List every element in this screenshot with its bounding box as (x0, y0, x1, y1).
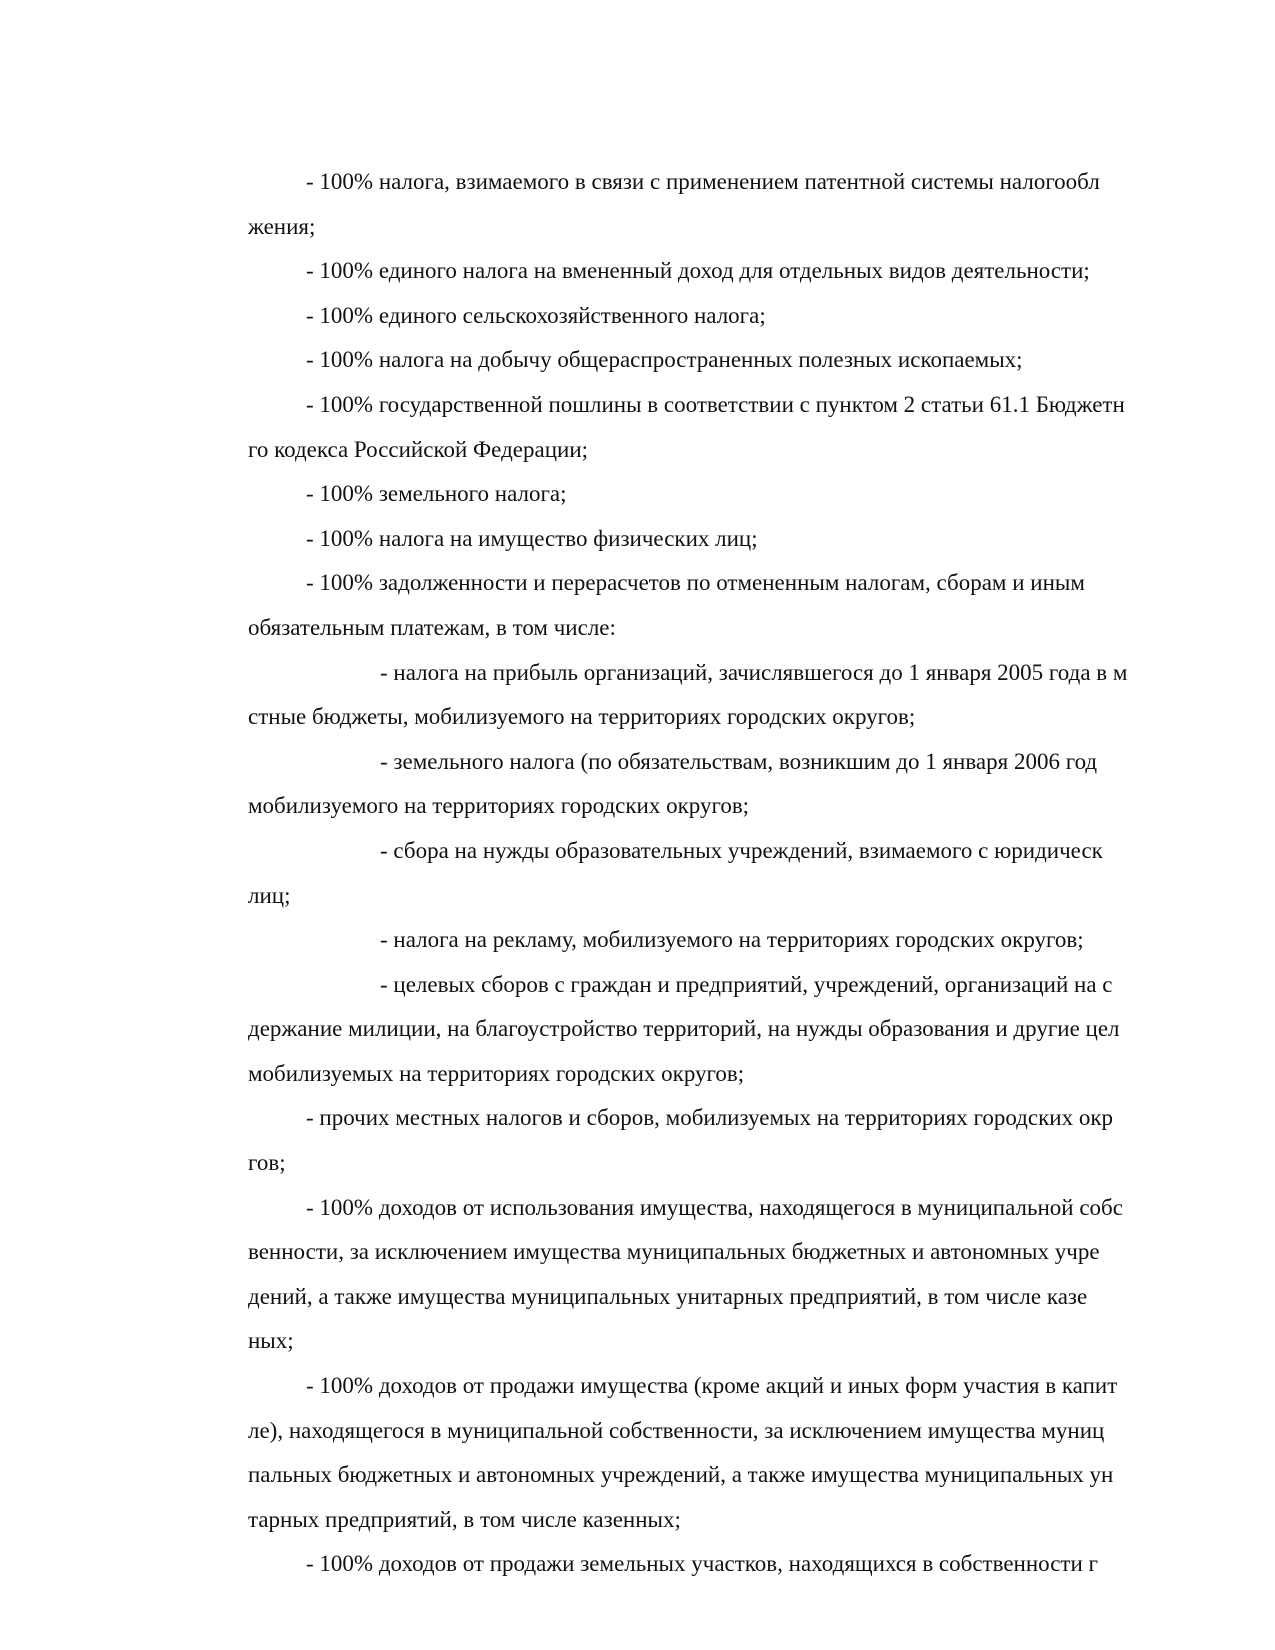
text-line: обязательным платежам, в том числе: (248, 614, 616, 640)
text-line: ных; (248, 1328, 294, 1354)
text-line: мобилизуемого на территориях городских округов; (248, 793, 750, 819)
document-text (248, 160, 1275, 1587)
text-line: го кодекса Российской Федерации; (248, 436, 589, 462)
text-line: - налога на прибыль организаций, зачислявшегося до 1 января 2005 года в м (380, 659, 1128, 685)
text-line: - целевых сборов с граждан и предприятий, учреждений, организаций на с (380, 971, 1113, 997)
text-line: - 100% доходов от использования имущества, находящегося в муниципальной собс (306, 1194, 1123, 1220)
text-line: - 100% налога, взимаемого в связи с применением патентной системы налогообл (306, 169, 1100, 194)
text-line: тарных предприятий, в том числе казенных; (248, 1506, 681, 1532)
text-line: - 100% государственной пошлины в соответствии с пунктом 2 статьи 61.1 Бюджетн (306, 391, 1125, 417)
text-line: - 100% налога на добычу общераспространенных полезных ископаемых; (306, 347, 1023, 373)
text-line: пальных бюджетных и автономных учреждений, а также имущества муниципальных ун (248, 1462, 1114, 1488)
text-line: - 100% земельного налога; (306, 481, 567, 507)
text-line: стные бюджеты, мобилизуемого на территориях городских округов; (248, 704, 916, 730)
text-line: гов; (248, 1150, 286, 1176)
text-line: ле), находящегося в муниципальной собственности, за исключением имущества муниц (248, 1417, 1105, 1443)
text-line: мобилизуемых на территориях городских округов; (248, 1060, 745, 1086)
text-line: - сбора на нужды образовательных учреждений, взимаемого с юридическ (380, 837, 1103, 863)
text-line: - 100% налога на имущество физических лиц; (306, 525, 758, 551)
text-line: - налога на рекламу, мобилизуемого на территориях городских округов; (380, 927, 1084, 953)
text-line: дений, а также имущества муниципальных унитарных предприятий, в том числе казе (248, 1283, 1088, 1309)
text-line: - прочих местных налогов и сборов, мобилизуемых на территориях городских окр (306, 1105, 1113, 1131)
text-line: венности, за исключением имущества муниципальных бюджетных и автономных учре (248, 1239, 1100, 1265)
text-line: - земельного налога (по обязательствам, возникшим до 1 января 2006 год (380, 748, 1098, 774)
text-line: - 100% доходов от продажи земельных участков, находящихся в собственности г (306, 1551, 1098, 1577)
text-line: - 100% единого сельскохозяйственного налога; (306, 302, 766, 328)
text-line: держание милиции, на благоустройство территорий, на нужды образования и другие цел (248, 1016, 1120, 1042)
text-line: жения; (248, 213, 316, 239)
text-line: - 100% доходов от продажи имущества (кроме акций и иных форм участия в капит (306, 1373, 1118, 1399)
text-line: - 100% задолженности и перерасчетов по отмененным налогам, сборам и иным (306, 570, 1085, 596)
text-line: лиц; (248, 882, 291, 908)
text-line: - 100% единого налога на вмененный доход для отдельных видов деятельности; (306, 258, 1090, 284)
